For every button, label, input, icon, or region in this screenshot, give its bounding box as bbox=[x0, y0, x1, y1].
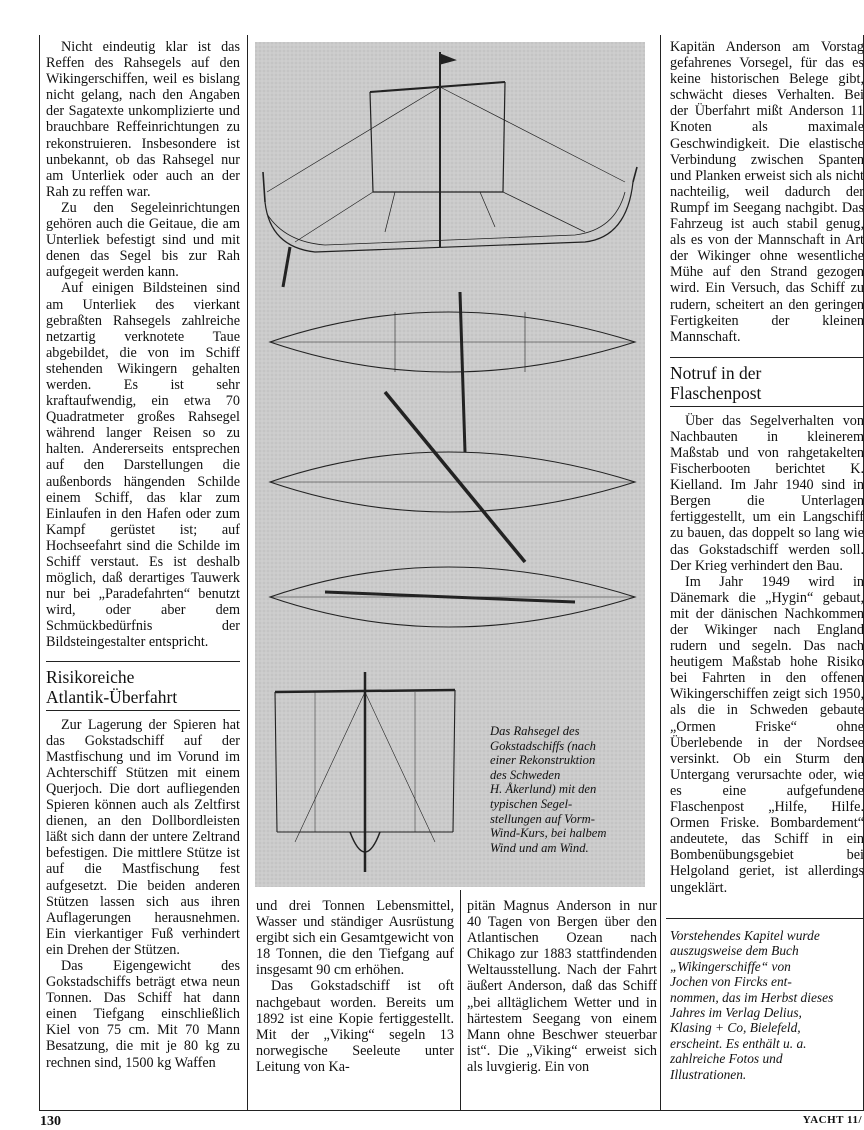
section-heading-line: Risikoreiche bbox=[46, 666, 135, 687]
article-column-3 bbox=[467, 898, 657, 1075]
paragraph: Im Jahr 1949 wird in Dänemark die „Hygin“ gebaut, mit der dänischen Nachkommen der Wikinger nach England rudern und segeln. Das nach heutigem Maßstab hohe Risiko bei Fahrten in den offenen Wikingerschiffen zeigt sich 1950, als die in Schweden gebaute „Ormen Friske“ ohne Überlebende in der Nordsee versinkt. Ob ein Sturm den Untergang verursachte oder, wie es eine aufgefundene Flaschenpost „Hilfe, Hilfe. Ormen Friske. Bombardement“ andeutete, das Schiff in ein Bombenübungsgebiet bei Helgoland geriet, ist allerdings ungeklärt. bbox=[670, 573, 864, 896]
paragraph: Das Gokstadschiff ist oft nachgebaut worden. Bereits um 1892 ist eine Kopie fertiggestellt. Mit der „Viking“ segeln 13 norwegische Seeleute unter Leitung von Ka- bbox=[256, 978, 454, 1075]
source-note-line: Jochen von Fircks ent- bbox=[670, 974, 792, 990]
column-divider bbox=[247, 35, 248, 1111]
source-note-line: erscheint. Es enthält u. a. bbox=[670, 1035, 807, 1051]
source-note-line: auszugsweise dem Buch bbox=[670, 943, 799, 959]
source-note-line: „Wikingerschiffe“ von bbox=[670, 958, 791, 974]
source-note-line: Illustrationen. bbox=[670, 1066, 747, 1082]
caption-line: H. Åkerlund) mit den bbox=[490, 782, 597, 797]
viking-ship-illustration bbox=[255, 42, 645, 887]
paragraph: Über das Segelverhalten von Nachbauten in kleinerem Maßstab und von rahgetakelten Fischerbooten berichtet K. Kielland. Im Jahr 1940 sind in Bergen die Unterlagen fertiggestellt, um ein Langschiff zu bauen, das doppelt so lang wie das Gokstadschiff werden soll. Der Krieg verhindert den Bau. bbox=[670, 412, 864, 574]
paragraph: Kapitän Anderson am Vorstag gefahrenes Vorsegel, für das es keine historischen Belege gibt, schwächt dieses Verhalten. Bei der Überfahrt mißt Anderson 11 Knoten als maximale Geschwindigkeit. Die elastische Verbindung zwischen Spanten und Planken erweist sich als nicht nachteilig, weil dadurch der Rumpf im Seegang nachgibt. Das Fahrzeug ist auch stabil genug, als es von der Mannschaft in Art der Wikinger ohne wesentliche Mühe auf den Strand gezogen wird. Ein Versuch, das Schiff zu rudern, scheitert an den geringen Fertigkeiten der kleinen Mannschaft. bbox=[670, 39, 864, 345]
caption-line: Wind-Kurs, bei halbem bbox=[490, 826, 607, 841]
column-divider bbox=[660, 35, 661, 1111]
article-column-2 bbox=[256, 898, 454, 1075]
magazine-issue: YACHT 11/ bbox=[802, 1114, 862, 1126]
source-note-line: Jahres im Verlag Delius, bbox=[670, 1005, 802, 1021]
section-heading bbox=[46, 667, 240, 707]
caption-line: stellungen auf Vorm- bbox=[490, 811, 595, 826]
paragraph: pitän Magnus Anderson in nur 40 Tagen von Bergen über den Atlantischen Ozean nach Chikago zur 1883 stattfindenden Weltausstellung. Nach der Fahrt äußert Anderson, daß das Schiff „bei alltäglichem Wetter und in härtestem Seegang von einem Mann ohne Beschwer steuerbar ist“. Die „Viking“ erweist sich als luvgierig. Ein von bbox=[467, 898, 657, 1075]
figure-caption bbox=[490, 724, 640, 855]
paragraph: Zur Lagerung der Spieren hat das Gokstadschiff auf der Mastfischung und im Vorund im Achterschiff Stützen mit einem Querjoch. Die dort aufliegenden Spieren können auch als Zeltfirst dienen, an den Dollbordleisten läßt sich dann der untere Zeltrand befestigen. Die mittlere Stütze ist auf die Mastfischung fest aufgesetzt. Die beiden anderen Stützen lassen sich aus ihren Auflagerungen herausnehmen. Ein vierkantiger Fuß verhindert ein Drehen der Stützen. bbox=[46, 716, 240, 958]
article-column-1 bbox=[46, 39, 240, 1071]
caption-line: Wind und am Wind. bbox=[490, 840, 589, 855]
section-rule bbox=[46, 661, 240, 662]
section-heading-line: Notruf in der bbox=[670, 362, 762, 383]
caption-line: typischen Segel- bbox=[490, 796, 573, 811]
caption-line: Das Rahsegel des bbox=[490, 724, 580, 738]
paragraph: und drei Tonnen Lebensmittel, Wasser und ständiger Ausrüstung ergibt sich ein Gesamtgewicht von 18 Tonnen, die den Tiefgang auf insgesamt 90 cm erhöhen. bbox=[256, 898, 454, 979]
source-note-line: nommen, das im Herbst dieses bbox=[670, 989, 834, 1005]
section-heading-line: Flaschenpost bbox=[670, 382, 762, 403]
source-note-line: zahlreiche Fotos und bbox=[670, 1051, 783, 1067]
column-divider bbox=[460, 890, 461, 1111]
section-heading bbox=[670, 363, 864, 403]
source-note-line: Vorstehendes Kapitel wurde bbox=[670, 928, 820, 943]
page-number: 130 bbox=[40, 1114, 61, 1129]
paragraph: Zu den Segeleinrichtungen gehören auch die Geitaue, die am Unterliek befestigt sind und mit denen das Segel bis zur Rah aufgegeit werden kann. bbox=[46, 199, 240, 281]
paragraph: Nicht eindeutig klar ist das Reffen des Rahsegels auf den Wikingerschiffen, weil es bislang nicht gelang, nach den Angaben der Sagatexte unkomplizierte und brauchbare Reffeinrichtungen zu rekonstruieren. Insbesondere ist unbekannt, ob das Rahsegel nur am Unterliek oder auch an der Rah zu reffen war. bbox=[46, 39, 240, 200]
caption-line: Gokstadschiffs (nach bbox=[490, 738, 596, 753]
article-column-4 bbox=[670, 39, 864, 896]
caption-line: einer Rekonstruktion bbox=[490, 753, 596, 768]
source-box-rule bbox=[666, 918, 864, 919]
paragraph: Das Eigengewicht des Gokstadschiffs beträgt etwa neun Tonnen. Das Schiff hat dann einen Tiefgang einschließlich Kiel von 75 cm. Mit 70 Mann Besatzung, die mit je 80 kg zu rechnen sind, 1500 kg Waffen bbox=[46, 957, 240, 1071]
section-rule bbox=[46, 710, 240, 711]
section-heading-line: Atlantik-Überfahrt bbox=[46, 686, 178, 707]
source-note-line: Klasing + Co, Bielefeld, bbox=[670, 1020, 801, 1036]
caption-line: des Schweden bbox=[490, 767, 561, 782]
paragraph: Auf einigen Bildsteinen sind am Unterliek des vierkant gebraßten Rahsegels zahlreiche netzartig verknotete Taue abgebildet, die von im Schiff stehenden Wikingern gehalten werden. Es ist sehr kraftaufwendig, ein etwa 70 Quadratmeter großes Rahsegel während langer Reisen so zu halten. Andererseits entsprechen auf den Darstellungen die außenbords hängenden Schilde einem Schiff, das klar zum Einlaufen in den Hafen oder zum Kampf gerüstet ist; auf Hochseefahrt sind die Schilde im Schiff verstaut. Es ist deshalb möglich, daß derartiges Tauwerk nur bei „Paradefahrten“ benutzt wird, oder aber dem Schmückbedürfnis der Bildsteingestalter entspricht. bbox=[46, 280, 240, 651]
section-rule bbox=[670, 406, 864, 407]
source-note bbox=[670, 928, 862, 1082]
section-rule bbox=[670, 357, 864, 358]
